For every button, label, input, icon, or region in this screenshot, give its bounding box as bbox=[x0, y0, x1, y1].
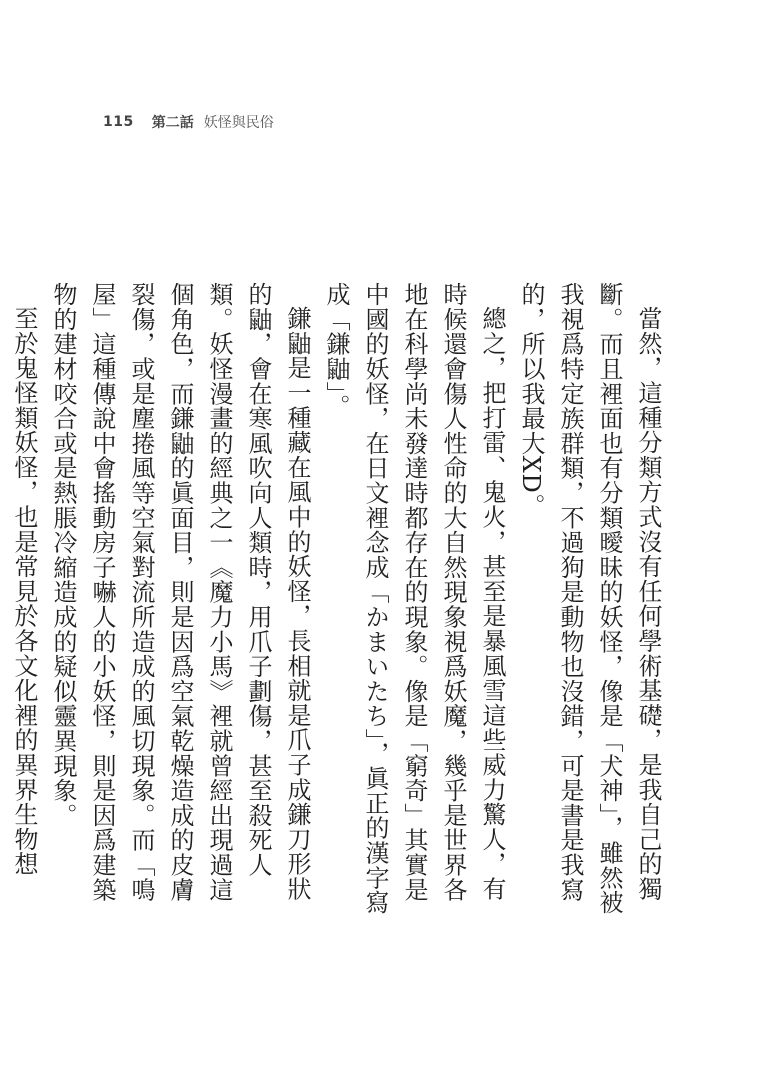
running-header bbox=[103, 110, 274, 134]
paragraph: 至於鬼怪類妖怪，也是常見於各文化裡的異界生物想 bbox=[10, 306, 38, 877]
paragraph: 鎌鼬是一種藏在風中的妖怪，長相就是爪子成鎌刀形狀的鼬，會在寒風吹向人類時，用爪子劃傷，甚至殺死人類。妖怪漫畫的經典之一《魔力小馬》裡就曾經出現過這個角色，而鎌鼬的眞面目，則是因爲空氣乾燥造成的皮膚裂傷，或是塵捲風等空氣對流所造成的風切現象。而「鳴屋」這種傳說中會搖動房子嚇人的小妖怪，則是因爲建築物的建材咬合或是熱脹冷縮造成的疑似靈異現象。 bbox=[49, 282, 311, 902]
paragraph: 總之，把打雷、鬼火，甚至是暴風雪這些威力驚人，有時候還會傷人性命的大自然現象視爲妖魔，幾乎是世界各地在科學尚未發達時都存在的現象。像是「窮奇」其實是中國的妖怪，在日文裡念成「かまいたち」，眞正的漢字寫成「鎌鼬」。 bbox=[322, 282, 506, 915]
section-title: 妖怪與民俗 bbox=[203, 115, 274, 131]
paragraph: 當然，這種分類方式沒有任何學術基礎，是我自己的獨斷。而且裡面也有分類曖昧的妖怪，像是「犬神」，雖然被我視爲特定族群類，不過狗是動物也沒錯，可是書是我寫的，所以我最大XD。 bbox=[517, 282, 662, 915]
vertical-body-text bbox=[10, 282, 667, 922]
page-number: 115 bbox=[103, 114, 134, 130]
chapter-title: 第二話 bbox=[151, 115, 194, 131]
